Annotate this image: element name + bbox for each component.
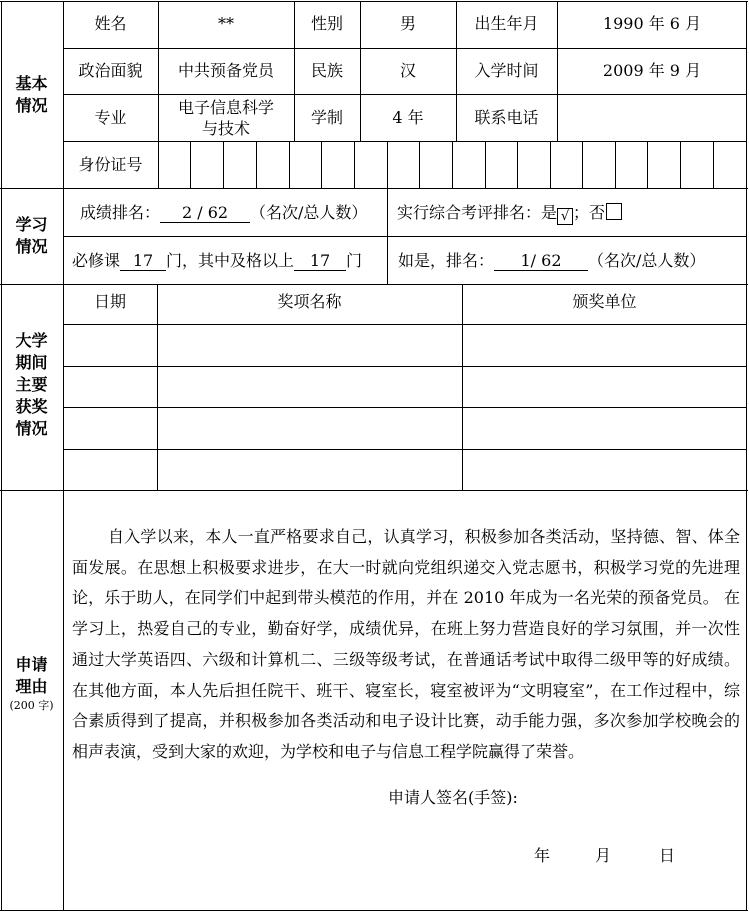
required-line: 必修课 17 门，其中及格以上 17 门 xyxy=(72,251,363,270)
date-day: 日 xyxy=(659,846,676,865)
id-label: 身份证号 xyxy=(78,155,143,174)
rank-value: 2 / 62 xyxy=(160,204,250,223)
passed-count: 17 xyxy=(294,252,346,271)
name-label: 姓名 xyxy=(94,14,127,33)
duration-label: 学制 xyxy=(310,108,343,127)
signature-label: 申请人签名(手签): xyxy=(388,788,518,807)
birth-label: 出生年月 xyxy=(474,14,539,33)
birth-value: 1990 年 6 月 xyxy=(602,14,702,33)
section-awards: 大学 期间 主要 获奖 情况 xyxy=(15,331,48,438)
major-label: 专业 xyxy=(94,108,127,127)
col-date-header: 日期 xyxy=(93,292,126,311)
ifyes-rank-value: 1/ 62 xyxy=(494,252,588,271)
date-year: 年 xyxy=(534,846,551,865)
gender-value: 男 xyxy=(399,14,416,33)
rank-line: 成绩排名： 2 / 62 （名次/总人数） xyxy=(80,203,368,222)
political-label: 政治面貌 xyxy=(78,61,143,80)
ethnic-label: 民族 xyxy=(310,61,343,80)
phone-label: 联系电话 xyxy=(474,108,539,127)
eval-no-checkbox xyxy=(606,203,622,220)
political-value: 中共预备党员 xyxy=(177,61,274,80)
ethnic-value: 汉 xyxy=(399,61,416,80)
name-value: ** xyxy=(218,14,234,33)
col-award-name-header: 奖项名称 xyxy=(277,292,342,311)
required-count: 17 xyxy=(120,252,166,271)
word-limit-note: (200 字) xyxy=(9,699,54,712)
section-basic: 基本 情况 xyxy=(15,74,48,115)
duration-value: 4 年 xyxy=(392,108,424,127)
gender-label: 性别 xyxy=(310,14,343,33)
major-value: 电子信息科学 与技术 xyxy=(177,98,274,138)
section-study: 学习 情况 xyxy=(15,215,48,256)
date-month: 月 xyxy=(595,846,612,865)
ifyes-line: 如是，排名： 1/ 62 （名次/总人数） xyxy=(398,251,706,270)
reason-paragraph: 自入学以来，本人一直严格要求自己，认真学习，积极参加各类活动，坚持德、智、体全面发展。在思想上积极要求进步，在大一时就向党组织递交入党志愿书，积极学习党的先进理论，乐于助人，在同学们中起到带头模范的作用，并在 2010 年成为一名光荣的预备党员。 在学习上，热爱自己的专业，勤奋好学，成绩优异，在班上努力营造良好的学习氛围，并一次性通过大学英语四、六级和计算机二、三级等级考试，在普通话考试中取得二级甲等的好成绩。在其他方面，本人先后担任院干、班干、寝室长，寝室被评为“文明寝室”，在工作过程中，综合素质得到了提高，并积极参加各类活动和电子设计比赛，动手能力强，多次参加学校晚会的相声表演，受到大家的欢迎，为学校和电子与信息工程学院赢得了荣誉。 xyxy=(72,527,740,761)
section-reason: 申请 理由 (200 字) xyxy=(0,654,63,714)
eval-yes-checkbox: √ xyxy=(557,208,573,225)
eval-line: 实行综合考评排名：是 √ ；否 xyxy=(397,203,622,225)
enroll-value: 2009 年 9 月 xyxy=(602,61,702,80)
enroll-label: 入学时间 xyxy=(474,61,539,80)
col-award-unit-header: 颁奖单位 xyxy=(572,292,637,311)
